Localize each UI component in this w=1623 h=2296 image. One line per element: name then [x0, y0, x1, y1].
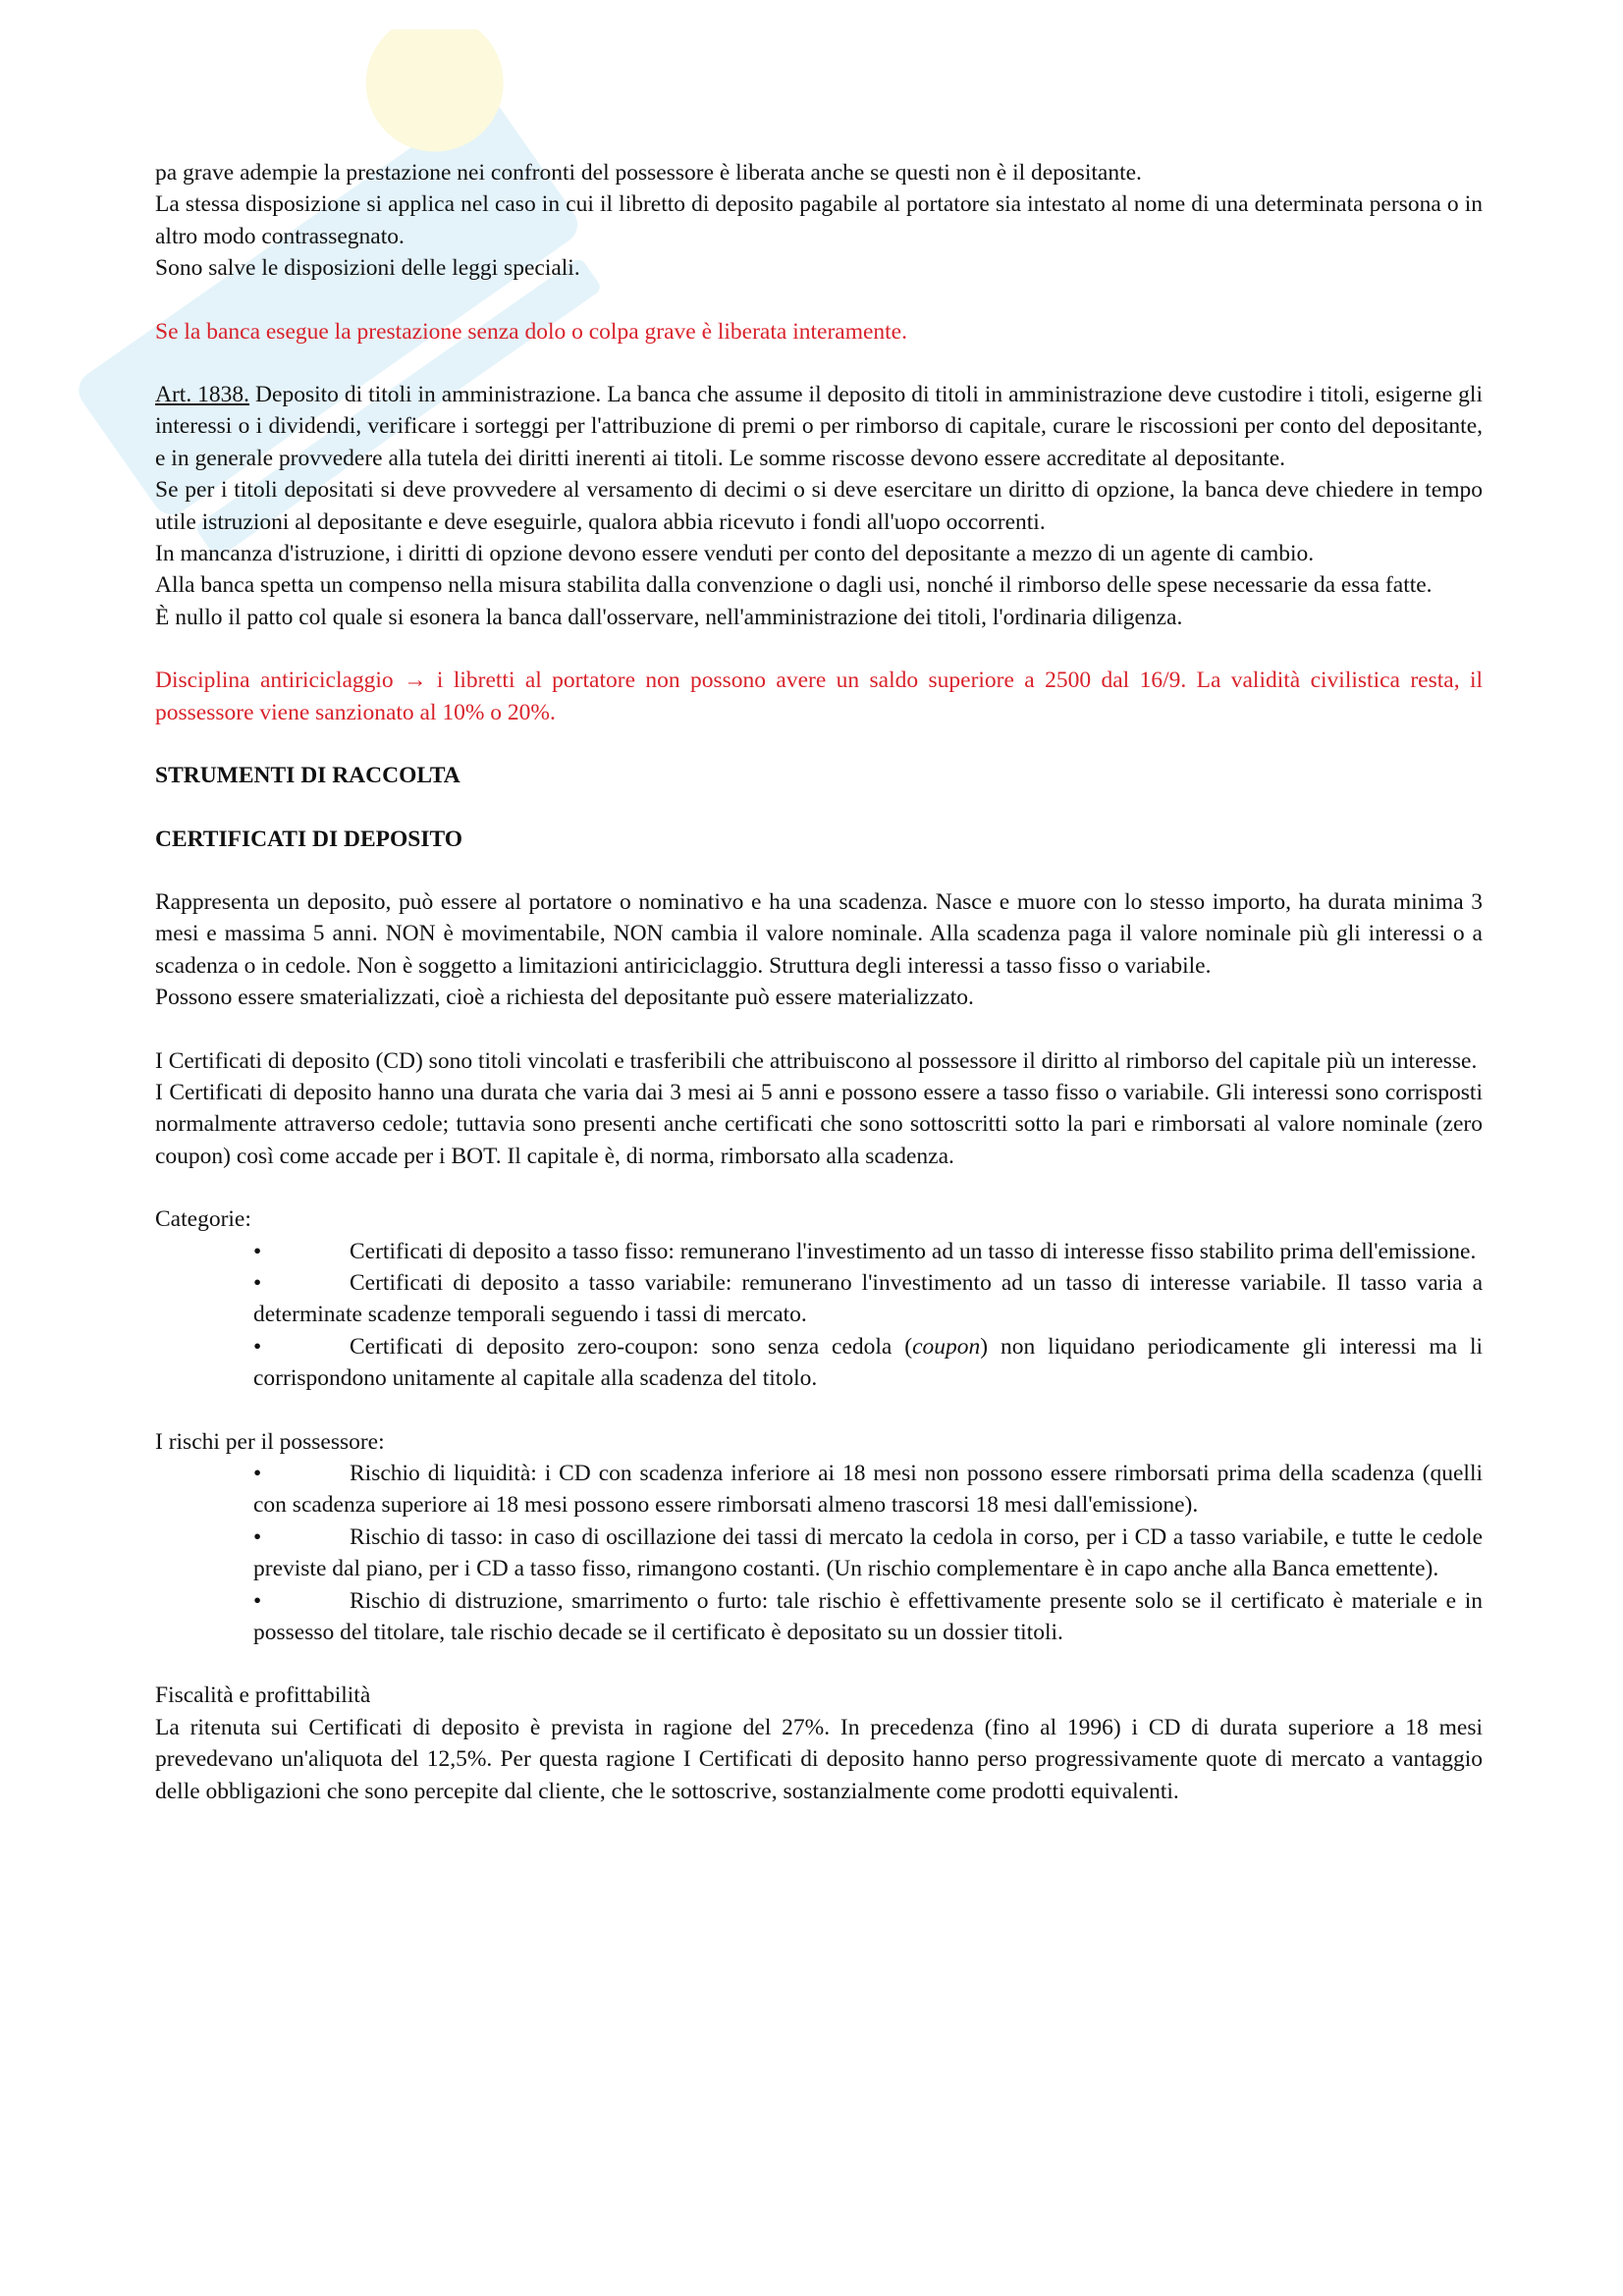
paragraph: I Certificati di deposito hanno una durata che varia dai 3 mesi ai 5 anni e possono essere a tasso fisso o variabile. Gli interessi sono corrisposti normalmente attraverso cedole; tuttavia sono presenti anche certificati che sono sottoscritti sotto la pari e rimborsati al valore nominale (zero coupon) così come accade per i BOT. Il capitale è, di norma, rimborsato alla scadenza. [155, 1079, 1483, 1169]
article-1838 [155, 379, 1483, 474]
bullet-glyph: • [253, 1269, 262, 1296]
risks-list [155, 1458, 1483, 1648]
bullet-glyph: • [253, 1238, 262, 1264]
article-text: Deposito di titoli in amministrazione. La banca che assume il deposito di titoli in amministrazione deve custodire i titoli, esigerne gli interessi o i dividendi, verificare i sorteggi per l'attribuzione di premi o per rimborso di capitale, curare le riscossioni per conto del depositante, e in generale provvedere alla tutela dei diritti inerenti ai titoli. Le somme riscosse devono essere accreditate al depositante. [155, 382, 1483, 471]
bullet-glyph: • [253, 1587, 262, 1614]
bullet-glyph: • [253, 1523, 262, 1550]
paragraph: I Certificati di deposito (CD) sono titoli vincolati e trasferibili che attribuiscono al possessore il diritto al rimborso del capitale più un interesse. [155, 1047, 1478, 1074]
section-heading: STRUMENTI DI RACCOLTA [155, 763, 460, 789]
paragraph: Se per i titoli depositati si deve provvedere al versamento di decimi o si deve esercitare un diritto di opzione, la banca deve chiedere in tempo utile istruzioni al depositante e deve eseguirle, qualora abbia ricevuto i fondi all'uopo occorrenti. [155, 477, 1483, 535]
list-item: • Certificati di deposito zero-coupon: sono senza cedola (coupon) non liquidano periodicamente gli interessi ma li corrispondono unitamente al capitale alla scadenza del titolo. [253, 1331, 1483, 1395]
paragraph: La stessa disposizione si applica nel caso in cui il libretto di deposito pagabile al portatore sia intestato al nome di una determinata persona o in altro modo contrassegnato. [155, 191, 1483, 249]
paragraph: pa grave adempie la prestazione nei confronti del possessore è liberata anche se questi non è il depositante. [155, 160, 1142, 186]
list-label: Categorie: [155, 1206, 251, 1233]
paragraph: In mancanza d'istruzione, i diritti di opzione devono essere venduti per conto del depositante a mezzo di un agente di cambio. [155, 541, 1315, 567]
list-item: • Certificati di deposito a tasso fisso: remunerano l'investimento ad un tasso di interesse fisso stabilito prima dell'emissione. [253, 1236, 1483, 1267]
list-item: • Rischio di tasso: in caso di oscillazione dei tassi di mercato la cedola in corso, per i CD a tasso variabile, e tutte le cedole previste dal piano, per i CD a tasso fisso, rimangono costanti. (Un rischio complementare è in capo anche alla Banca emettente). [253, 1522, 1483, 1585]
paragraph: Possono essere smaterializzati, cioè a richiesta del depositante può essere materializzato. [155, 985, 974, 1011]
subheading: Fiscalità e profittabilità [155, 1682, 371, 1709]
bullet-glyph: • [253, 1461, 262, 1486]
red-note: Se la banca esegue la prestazione senza dolo o colpa grave è liberata interamente. [155, 318, 907, 345]
document-page [155, 157, 1483, 1807]
list-item: • Certificati di deposito a tasso variabile: remunerano l'investimento ad un tasso di interesse variabile. Il tasso varia a determinate scadenze temporali seguendo i tassi di mercato. [253, 1267, 1483, 1331]
paragraph: Alla banca spetta un compenso nella misura stabilita dalla convenzione o dagli usi, nonché il rimborso delle spese necessarie da essa fatte. [155, 572, 1433, 599]
paragraph: Sono salve le disposizioni delle leggi speciali. [155, 255, 580, 282]
categories-list [155, 1236, 1483, 1395]
list-item: • Rischio di liquidità: i CD con scadenza inferiore ai 18 mesi non possono essere rimborsati prima della scadenza (quelli con scadenza superiore ai 18 mesi possono essere rimborsati almeno trascorsi 18 mesi dall'emissione). [253, 1458, 1483, 1522]
section-heading: CERTIFICATI DI DEPOSITO [155, 826, 463, 852]
paragraph: La ritenuta sui Certificati di deposito è prevista in ragione del 27%. In precedenza (fino al 1996) i CD di durata superiore a 18 mesi prevedevano un'aliquota del 12,5%. Per questa ragione I Certificati di deposito hanno perso progressivamente quote di mercato a vantaggio delle obbligazioni che sono percepite dal cliente, che le sottoscrive, sostanzialmente come prodotti equivalenti. [155, 1714, 1483, 1804]
list-label: I rischi per il possessore: [155, 1428, 385, 1455]
bullet-glyph: • [253, 1333, 262, 1360]
list-item: • Rischio di distruzione, smarrimento o furto: tale rischio è effettivamente presente solo se il certificato è materiale e in possesso del titolare, tale rischio decade se il certificato è depositato su un dossier titoli. [253, 1585, 1483, 1649]
article-ref: Art. 1838. [155, 382, 250, 408]
red-note: Disciplina antiriciclaggio → i libretti al portatore non possono avere un saldo superiore a 2500 dal 16/9. La validità civilistica resta, il possessore viene sanzionato al 10% o 20%. [155, 667, 1483, 725]
paragraph: Rappresenta un deposito, può essere al portatore o nominativo e ha una scadenza. Nasce e muore con lo stesso importo, ha durata minima 3 mesi e massima 5 anni. NON è movimentabile, NON cambia il valore nominale. Alla scadenza paga il valore nominale più gli interessi o a scadenza o in cedole. Non è soggetto a limitazioni antiriciclaggio. Struttura degli interessi a tasso fisso o variabile. [155, 888, 1483, 979]
paragraph: È nullo il patto col quale si esonera la banca dall'osservare, nell'amministrazione dei titoli, l'ordinaria diligenza. [155, 604, 1183, 630]
